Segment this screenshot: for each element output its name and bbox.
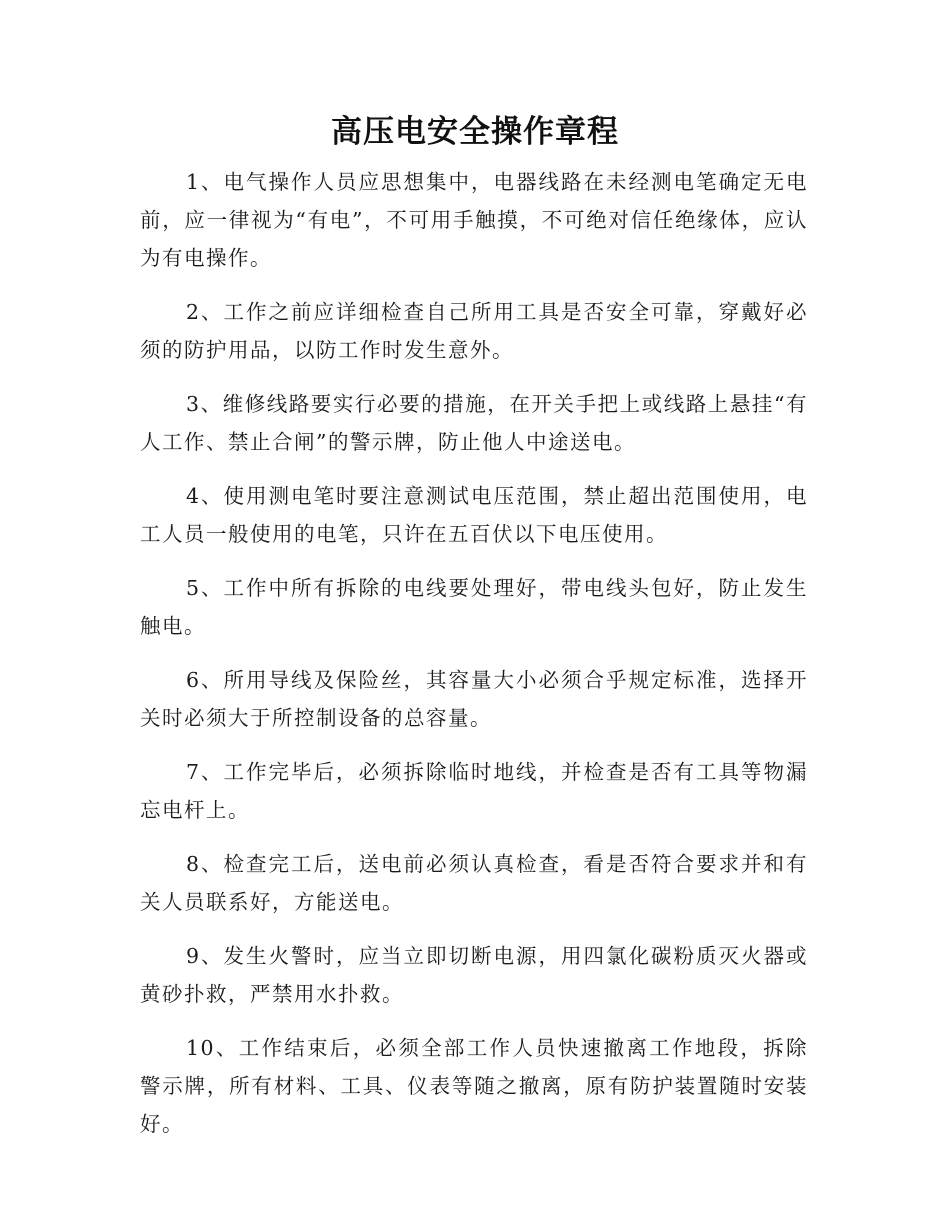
rule-paragraph-9: 9、发生火警时，应当立即切断电源，用四氯化碳粉质灭火器或黄砂扑救，严禁用水扑救。 xyxy=(140,944,808,1006)
rule-paragraph-4: 4、使用测电笔时要注意测试电压范围，禁止超出范围使用，电工人员一般使用的电笔，只许在五百伏以下电压使用。 xyxy=(140,484,808,546)
rule-paragraph-10: 10、工作结束后，必须全部工作人员快速撤离工作地段，拆除警示牌，所有材料、工具、仪表等随之撤离，原有防护装置随时安装好。 xyxy=(140,1036,808,1136)
rule-paragraph-1: 1、电气操作人员应思想集中，电器线路在未经测电笔确定无电前，应一律视为“有电”，不可用手触摸，不可绝对信任绝缘体，应认为有电操作。 xyxy=(140,170,808,270)
document-title: 高压电安全操作章程 xyxy=(331,114,619,150)
rule-paragraph-7: 7、工作完毕后，必须拆除临时地线，并检查是否有工具等物漏忘电杆上。 xyxy=(140,760,808,822)
rule-paragraph-6: 6、所用导线及保险丝，其容量大小必须合乎规定标准，选择开关时必须大于所控制设备的总容量。 xyxy=(140,668,808,730)
rule-paragraph-2: 2、工作之前应详细检查自己所用工具是否安全可靠，穿戴好必须的防护用品，以防工作时发生意外。 xyxy=(140,300,808,362)
rule-paragraph-3: 3、维修线路要实行必要的措施，在开关手把上或线路上悬挂“有人工作、禁止合闸”的警示牌，防止他人中途送电。 xyxy=(140,392,808,454)
rule-paragraph-8: 8、检查完工后，送电前必须认真检查，看是否符合要求并和有关人员联系好，方能送电。 xyxy=(140,852,808,914)
rule-paragraph-5: 5、工作中所有拆除的电线要处理好，带电线头包好，防止发生触电。 xyxy=(140,576,808,638)
document-body xyxy=(140,163,808,1159)
